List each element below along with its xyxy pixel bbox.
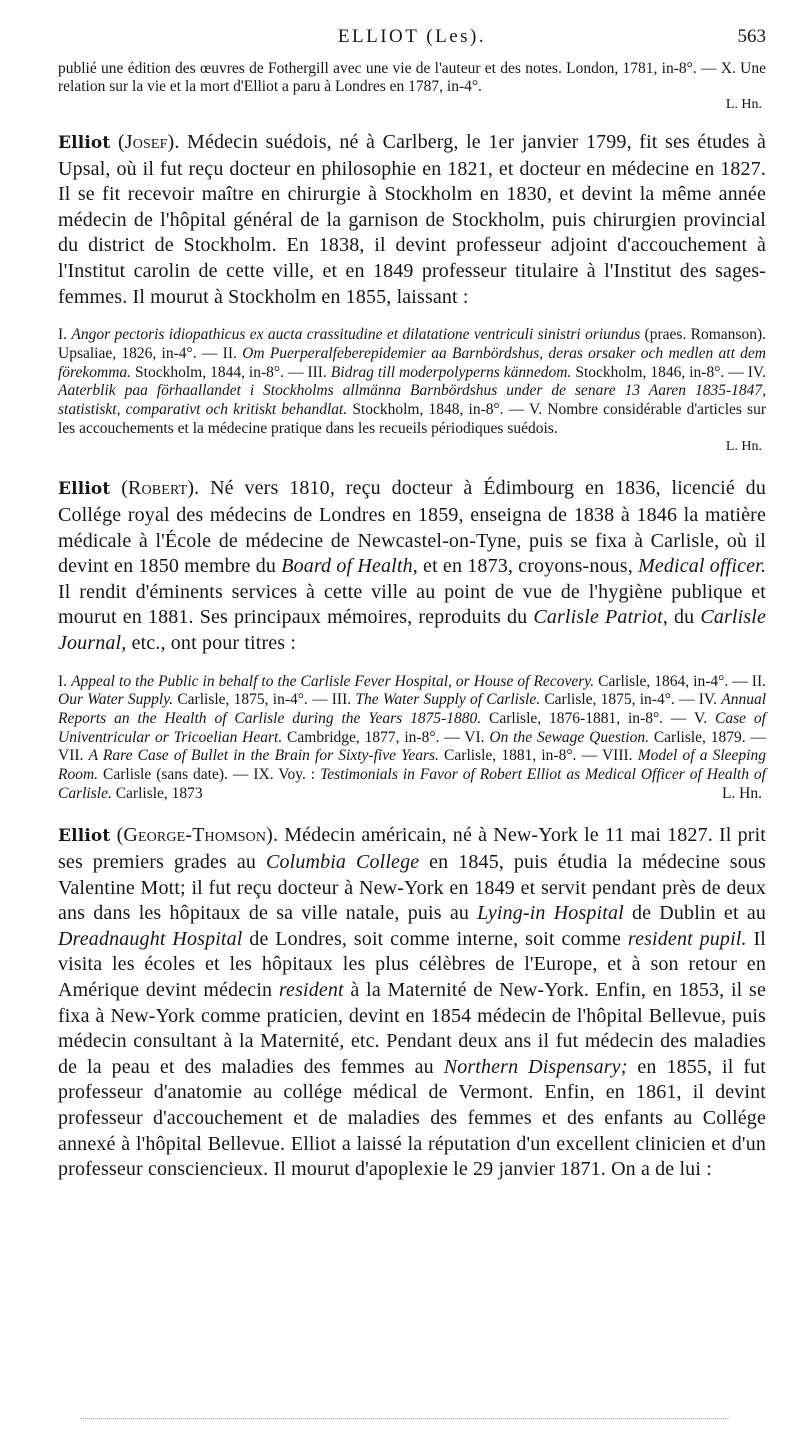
italic-title: Testimonials in Favor of Robert Elliot as Medical Officer of Health of Carlisle. <box>58 766 766 802</box>
italic-title: Lying-in Hospital <box>477 902 624 925</box>
entry-text <box>58 477 766 654</box>
page-number: 563 <box>737 26 766 47</box>
dictionary-page <box>58 0 766 1183</box>
footer-rule <box>80 1418 730 1419</box>
text-segment: I. <box>58 672 72 690</box>
continuation-signature: L. Hn. <box>725 97 762 112</box>
italic-title: Model of a Sleeping Room. <box>58 747 766 784</box>
entry-robert <box>58 476 766 803</box>
italic-title: Bidrag till moderpolyperns kännedom. <box>330 363 572 381</box>
text-segment: Médecin américain, né à New-York le 11 mai 1827. Il prit ses premiers grades au <box>58 824 767 874</box>
italic-title: resident pupil. <box>627 927 747 950</box>
text-segment: à la Maternité de New-York. Enfin, en 1853, il se fixa à New-York comme praticien, devint en 1854 médecin de l'hôpital Bellevue, puis médecin consultant à la Maternité, etc. Pendant deux ans il fut médecin des maladies de la peau et des maladies des femmes au <box>58 979 766 1078</box>
entry-text <box>58 824 766 1180</box>
text-segment: Cambridge, 1877, in-8°. — VI. <box>282 728 490 746</box>
text-segment: de Dublin et au <box>623 902 766 925</box>
entry-body <box>58 130 766 310</box>
text-segment: etc., ont pour titres : <box>126 631 297 654</box>
entry-bibliography <box>58 673 766 804</box>
entry-george-thomson <box>58 823 766 1182</box>
entry-bibliography <box>58 326 766 438</box>
text-segment: et en 1873, croyons-nous, <box>417 555 639 578</box>
text-segment: Né vers 1810, reçu docteur à Édimbourg en 1836, licencié du Collége royal des médecins de Londres en 1859, enseigna de 1838 à 1846 la matière médicale à l'École de médecine de Newcastel-on-Tyne, puis se fixa à Carlisle, où il devint en 1850 membre du <box>58 477 766 578</box>
italic-title: Angor pectoris idiopathicus ex aucta crassitudine et dilatatione ventriculi sinistri oriundus <box>71 326 641 344</box>
italic-title: Annual Reports an the Health of Carlisle during the Years 1875-1880. <box>58 691 767 727</box>
italic-title: resident <box>278 979 344 1002</box>
entry-surname: Elliot <box>58 133 111 153</box>
text-segment: (praes. Romanson). Upsaliae, 1826, in-4°. — II. <box>58 326 766 362</box>
italic-title: Aaterblik paa förhaallandet i Stockholms allmänna Barnbördshus under de senare 13 Aaren 1835-1847, statistiskt, comparativt och kritiskt behandlat. <box>58 382 766 418</box>
page-header <box>58 0 766 60</box>
entry-signature: L. Hn. <box>725 439 762 455</box>
italic-title: Case of Univentricular or Tricoelian Heart. <box>58 709 766 746</box>
text-segment: Stockholm, 1844, in-8°. — III. <box>131 363 331 381</box>
italic-title: Our Water Supply. <box>58 691 174 709</box>
italic-title: Dreadnaught Hospital <box>58 927 243 950</box>
entry-josef <box>58 130 766 456</box>
text-segment: Stockholm, 1846, in-8°. — IV. <box>571 363 766 381</box>
text-segment: Carlisle, 1881, in-8°. — VIII. <box>438 747 638 765</box>
italic-title: Carlisle Journal, <box>58 606 766 654</box>
italic-title: Northern Dispensary; <box>443 1055 628 1078</box>
italic-title: Columbia College <box>265 851 420 874</box>
text-segment: Il visita les écoles et les hôpitaux les plus célèbres de l'Europe, et à son retour en Amérique devint médecin <box>58 927 766 1002</box>
italic-title: Appeal to the Public in behalf to the Carlisle Fever Hospital, or House of Recovery. <box>71 672 595 690</box>
continuation-text: publié une édition des œuvres de Fothergill avec une vie de l'auteur et des notes. London, 1781, in-8°. — X. Une relation sur la vie et la mort d'Elliot a paru à Londres en 1787, in-4°. <box>58 60 766 95</box>
text-segment: Il rendit d'éminents services à cette ville au point de vue de l'hygiène publique et mourut en 1881. Ses principaux mémoires, reproduits du <box>58 580 766 629</box>
text-segment: Carlisle, 1875, in-4°. — IV. <box>540 691 722 709</box>
bibliography-text <box>58 673 766 802</box>
italic-title: On the Sewage Question. <box>489 728 649 746</box>
text-segment: Carlisle, 1879. — VII. <box>58 728 766 765</box>
text-segment: Carlisle, 1873 <box>111 784 203 802</box>
text-segment: Carlisle, 1876-1881, in-8°. — V. <box>481 709 716 727</box>
entry-given-name: (Robert). <box>121 477 200 500</box>
entry-body <box>58 823 766 1182</box>
text-segment: Stockholm, 1848, in-8°. — V. Nombre considérable d'articles sur les accouchements et la médecine pratique dans les recueils périodiques suédois. <box>58 400 767 437</box>
italic-title: The Water Supply of Carlisle. <box>355 691 541 709</box>
entry-surname: Elliot <box>58 826 111 847</box>
italic-title: Om Puerperalfeberepidemier aa Barnbördshus, deras orsaker och medlen att dem förekomma. <box>58 344 766 381</box>
text-segment: du <box>667 606 701 629</box>
entry-signature: L. Hn. <box>721 784 762 802</box>
italic-title: Medical officer. <box>638 555 766 578</box>
entry-text <box>58 131 766 308</box>
text-segment: en 1845, puis étudia la médecine sous Valentine Mott; il fut reçu docteur à New-York en 1849 et servit pendant près de deux ans dans les hôpitaux de sa ville natale, puis au <box>58 851 766 925</box>
text-segment: de Londres, soit comme interne, soit comme <box>242 927 628 950</box>
text-segment: Carlisle, 1864, in-4°. — II. <box>594 672 766 690</box>
italic-title: Carlisle Patriot, <box>533 606 668 629</box>
running-title: ELLIOT (Les). <box>337 26 487 47</box>
entry-given-name: (George-Thomson). <box>116 824 279 847</box>
entry-given-name: (Josef). <box>117 131 180 153</box>
entry-surname: Elliot <box>58 479 111 500</box>
bibliography-text <box>58 326 766 437</box>
text-segment: I. <box>58 326 72 344</box>
italic-title: Board of Health, <box>281 555 418 578</box>
italic-title: A Rare Case of Bullet in the Brain for Sixty-five Years. <box>88 747 439 765</box>
text-segment: Carlisle, 1875, in-4°. — III. <box>173 691 356 709</box>
entry-body <box>58 476 766 656</box>
text-segment: Médecin suédois, né à Carlberg, le 1er janvier 1799, fit ses études à Upsal, où il fut reçu docteur en philosophie en 1821, et docteur en médecine en 1827. Il se fit recevoir maître en chirurgie à Stockholm en 1830, et devint la même année médecin de l'hôpital général de la garnison de Stockholm, puis chirurgien provincial du district de Stockholm. En 1838, il devint professeur adjoint d'accouchement à l'Institut carolin de cette ville, et en 1849 professeur titulaire à l'Institut des sages-femmes. Il mourut à Stockholm en 1855, laissant : <box>58 131 766 308</box>
text-segment: en 1855, il fut professeur d'anatomie au collége médical de Vermont. Enfin, en 1861, il devint professeur d'accouchement et de maladies des femmes et des enfants au Collége annexé à l'hôpital Bellevue. Elliot a laissé la réputation d'un excellent clinicien et d'un professeur consciencieux. Il mourut d'apoplexie le 29 janvier 1871. On a de lui : <box>58 1055 767 1181</box>
text-segment: Carlisle (sans date). — IX. Voy. : <box>98 766 321 784</box>
